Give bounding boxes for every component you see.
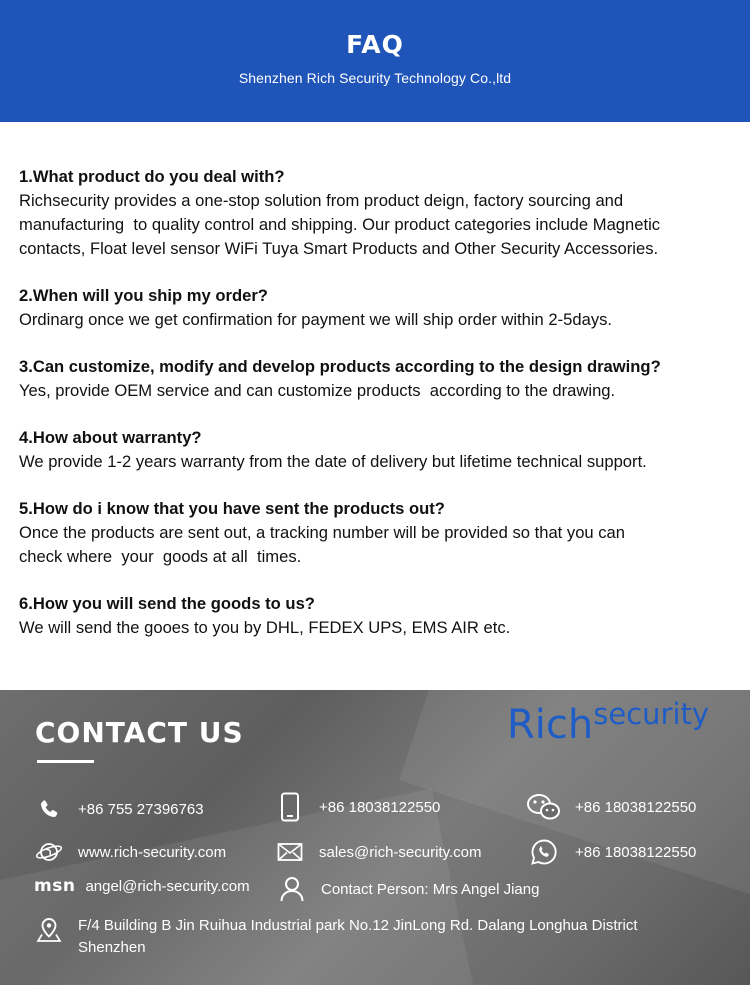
faq-question: 3.Can customize, modify and develop products according to the design drawing? [19, 357, 661, 376]
faq-header [0, 0, 750, 122]
wechat-number: +86 18038122550 [575, 798, 697, 816]
faq-item [19, 165, 739, 261]
msn-address[interactable]: angel@rich-security.com [85, 877, 250, 895]
msn-icon: msn [34, 876, 76, 896]
email-link[interactable]: sales@rich-security.com [319, 843, 482, 861]
faq-item [19, 426, 739, 474]
globe-icon [34, 837, 64, 867]
faq-answer: We will send the gooes to you by DHL, FEDEX UPS, EMS AIR etc. [19, 618, 511, 637]
faq-answer: Ordinarg once we get confirmation for payment we will ship order within 2-5days. [19, 310, 613, 329]
contact-person [277, 874, 539, 904]
location-icon [34, 915, 64, 945]
contact-website [34, 837, 226, 867]
faq-item [19, 284, 739, 332]
faq-answer: Yes, provide OEM service and can customize products according to the drawing. [19, 381, 616, 400]
address-text: F/4 Building B Jin Ruihua Industrial park No.12 JinLong Rd. Dalang Longhua District Shenzhen [78, 917, 638, 956]
brand-logo-security: security [593, 697, 710, 731]
page-title: FAQ [346, 30, 404, 59]
company-subtitle: Shenzhen Rich Security Technology Co.,ltd [238, 70, 512, 86]
contact-phone [34, 794, 204, 824]
faq-answer: We provide 1-2 years warranty from the date of delivery but lifetime technical support. [19, 452, 647, 471]
brand-logo [507, 697, 710, 748]
faq-item [19, 592, 739, 640]
faq-list [19, 165, 739, 663]
mail-icon [275, 837, 305, 867]
whatsapp-icon [525, 837, 563, 867]
title-underline [37, 760, 94, 763]
faq-item [19, 355, 739, 403]
website-link[interactable]: www.rich-security.com [78, 843, 227, 861]
mobile-number: +86 18038122550 [319, 798, 441, 816]
contact-msn [34, 876, 250, 896]
contact-whatsapp [525, 837, 696, 867]
contact-email [275, 837, 481, 867]
faq-question: 6.How you will send the goods to us? [19, 594, 315, 613]
phone-number: +86 755 27396763 [78, 800, 204, 818]
faq-answer: Richsecurity provides a one-stop solution from product deign, factory sourcing and manufacturing to quality control and shipping. Our product categories include Magnetic contacts, Float level sensor WiFi Tuya Smart Products and Other Security Accessories. [19, 191, 661, 258]
faq-answer: Once the products are sent out, a tracking number will be provided so that you can check where your goods at all times. [19, 523, 626, 566]
contact-address [34, 915, 724, 959]
faq-question: 2.When will you ship my order? [19, 286, 268, 305]
contact-mobile [275, 792, 440, 822]
whatsapp-number: +86 18038122550 [575, 843, 697, 861]
contact-title: CONTACT US [35, 716, 244, 749]
faq-question: 5.How do i know that you have sent the products out? [19, 499, 445, 518]
wechat-icon [525, 792, 563, 822]
person-icon [277, 874, 307, 904]
contact-person-name: Contact Person: Mrs Angel Jiang [321, 880, 540, 898]
faq-question: 4.How about warranty? [19, 428, 202, 447]
brand-logo-rich: Rich [507, 702, 594, 748]
faq-question: 1.What product do you deal with? [19, 167, 285, 186]
faq-item [19, 497, 739, 569]
phone-icon [34, 794, 64, 824]
contact-section [0, 690, 750, 985]
mobile-icon [275, 792, 305, 822]
contact-wechat [525, 792, 696, 822]
